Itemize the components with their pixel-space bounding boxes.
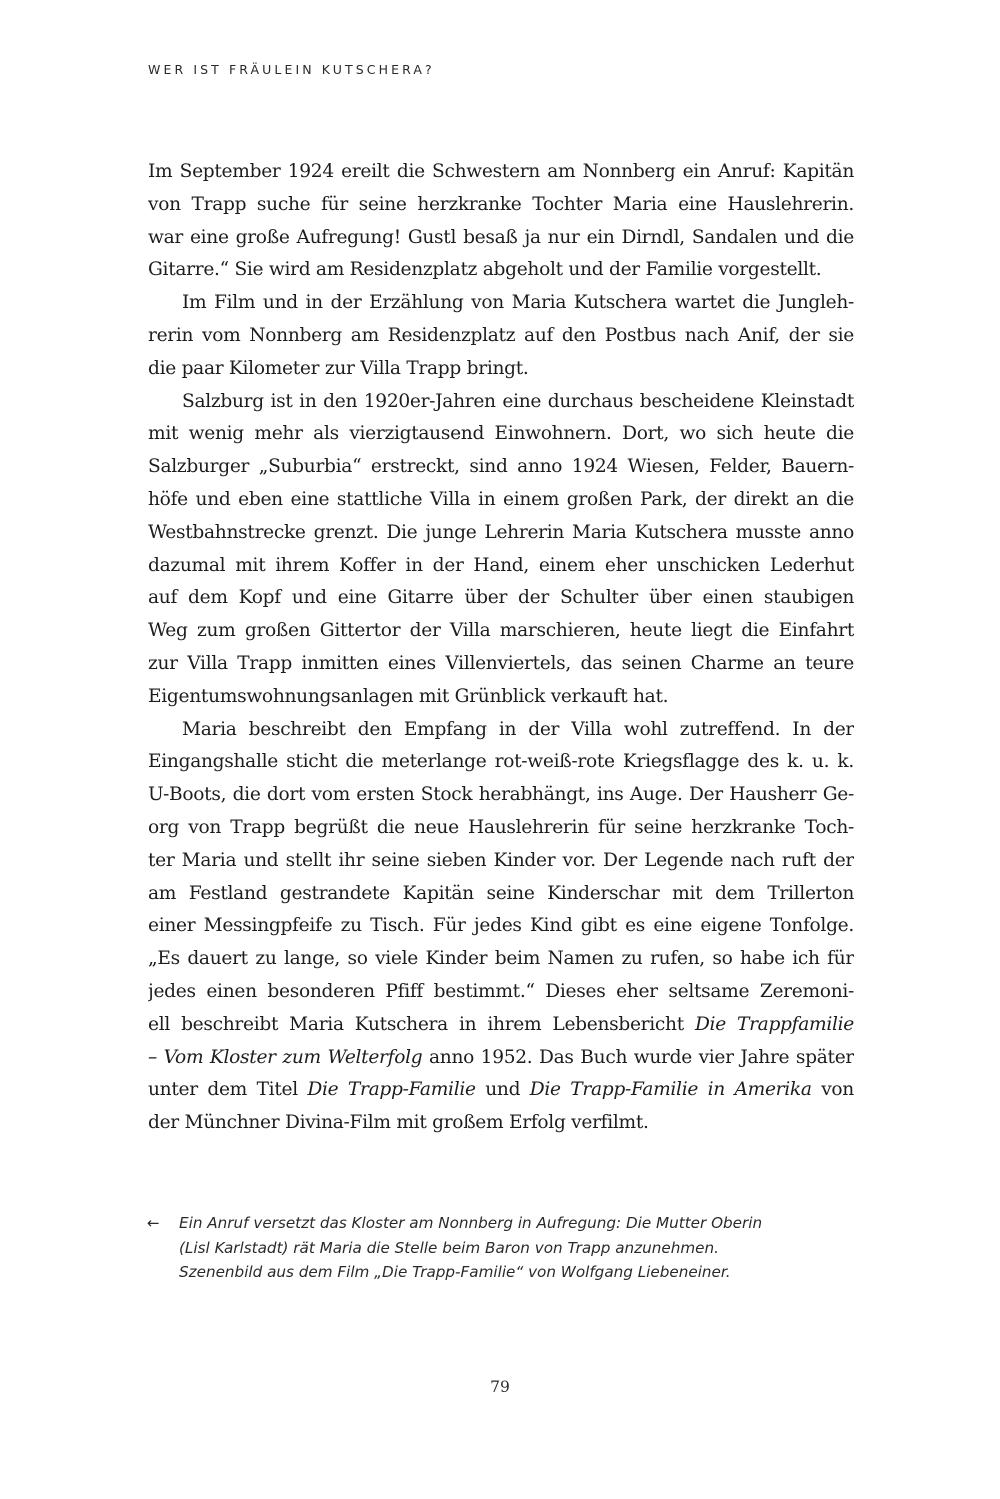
- text-line: Gitarre.“ Sie wird am Residenzplatz abgeholt und der Familie vorgestellt.: [148, 259, 822, 281]
- book-title: Die Trappfamilie: [694, 1013, 854, 1035]
- running-head: WER IST FRÄULEIN KUTSCHERA?: [148, 62, 435, 77]
- text-line: Weg zum großen Gittertor der Villa marschieren, heute liegt die Einfahrt: [148, 620, 854, 642]
- text-span: anno 1952. Das Buch wurde vier Jahre später: [422, 1046, 854, 1068]
- text-line: Im Film und in der Erzählung von Maria Kutschera wartet die Jungleh-: [182, 292, 854, 314]
- page-number: 79: [490, 1378, 510, 1396]
- caption-line: (Lisl Karlstadt) rät Maria die Stelle beim Baron von Trapp anzunehmen.: [179, 1238, 719, 1257]
- text-line: [148, 1074, 854, 1107]
- text-line: org von Trapp begrüßt die neue Hauslehrerin für seine herzkranke Toch-: [148, 816, 854, 838]
- book-title: – Vom Kloster zum Welterfolg: [148, 1046, 423, 1068]
- text-line: war eine große Aufregung! Gustl besaß ja nur ein Dirndl, Sandalen und die: [148, 226, 854, 248]
- text-span: ell beschreibt Maria Kutschera in ihrem Lebensbericht: [148, 1013, 695, 1035]
- text-line: rerin vom Nonnberg am Residenzplatz auf den Postbus nach Anif, der sie: [148, 324, 854, 346]
- text-span: von: [811, 1079, 854, 1101]
- text-line: Salzburg ist in den 1920er-Jahren eine durchaus bescheidene Kleinstadt: [182, 390, 854, 412]
- text-line: ter Maria und stellt ihr seine sieben Kinder vor. Der Legende nach ruft der: [148, 849, 854, 871]
- text-line: zur Villa Trapp inmitten eines Villenviertels, das seinen Charme an teure: [148, 652, 854, 674]
- text-line: einer Messingpfeife zu Tisch. Für jedes Kind gibt es eine eigene Tonfolge.: [148, 915, 854, 937]
- body-text: [148, 156, 854, 1140]
- text-line: auf dem Kopf und eine Gitarre über der Schulter über einen staubigen: [148, 587, 854, 609]
- caption-text: [179, 1211, 869, 1285]
- text-line: Eigentumswohnungsanlagen mit Grünblick verkauft hat.: [148, 685, 669, 707]
- text-line: der Münchner Divina-Film mit großem Erfolg verfilmt.: [148, 1112, 649, 1134]
- caption-line: Ein Anruf versetzt das Kloster am Nonnberg in Aufregung: Die Mutter Oberin: [179, 1214, 763, 1232]
- text-line: von Trapp suche für seine herzkranke Tochter Maria eine Hauslehrerin.: [148, 193, 854, 215]
- text-line: U-Boots, die dort vom ersten Stock herabhängt, ins Auge. Der Hausherr Ge-: [148, 784, 854, 806]
- text-line: Maria beschreibt den Empfang in der Villa wohl zutreffend. In der: [182, 718, 854, 740]
- arrow-left-icon: ←: [147, 1214, 160, 1232]
- text-line: höfe und eben eine stattliche Villa in einem großen Park, der direkt an die: [148, 488, 854, 510]
- text-line: Eingangshalle sticht die meterlange rot-weiß-rote Kriegsflagge des k. u. k.: [148, 751, 854, 773]
- text-line: Im September 1924 ereilt die Schwestern am Nonnberg ein Anruf: Kapitän: [148, 161, 854, 182]
- film-title: Die Trapp-Familie: [307, 1079, 476, 1101]
- text-line: [148, 1009, 854, 1042]
- text-line: die paar Kilometer zur Villa Trapp bringt.: [148, 357, 529, 379]
- text-line: „Es dauert zu lange, so viele Kinder beim Namen zu rufen, so habe ich für: [148, 948, 854, 970]
- film-title: Die Trapp-Familie in Amerika: [529, 1079, 812, 1101]
- text-line: am Festland gestrandete Kapitän seine Kinderschar mit dem Trillerton: [148, 882, 854, 904]
- text-line: dazumal mit ihrem Koffer in der Hand, einem eher unschicken Lederhut: [148, 554, 854, 576]
- caption-line: Szenenbild aus dem Film „Die Trapp-Familie“ von Wolfgang Liebeneiner.: [179, 1263, 731, 1282]
- text-line: Salzburger „Suburbia“ erstreckt, sind anno 1924 Wiesen, Felder, Bauern-: [148, 456, 854, 478]
- text-line: Westbahnstrecke grenzt. Die junge Lehrerin Maria Kutschera musste anno: [148, 521, 854, 543]
- text-line: mit wenig mehr als vierzigtausend Einwohnern. Dort, wo sich heute die: [148, 423, 854, 445]
- text-line: [148, 1042, 854, 1075]
- text-line: jedes einen besonderen Pfiff bestimmt.“ Dieses eher seltsame Zeremoni-: [148, 980, 854, 1002]
- text-span: unter dem Titel: [148, 1079, 308, 1101]
- text-span: und: [475, 1079, 530, 1101]
